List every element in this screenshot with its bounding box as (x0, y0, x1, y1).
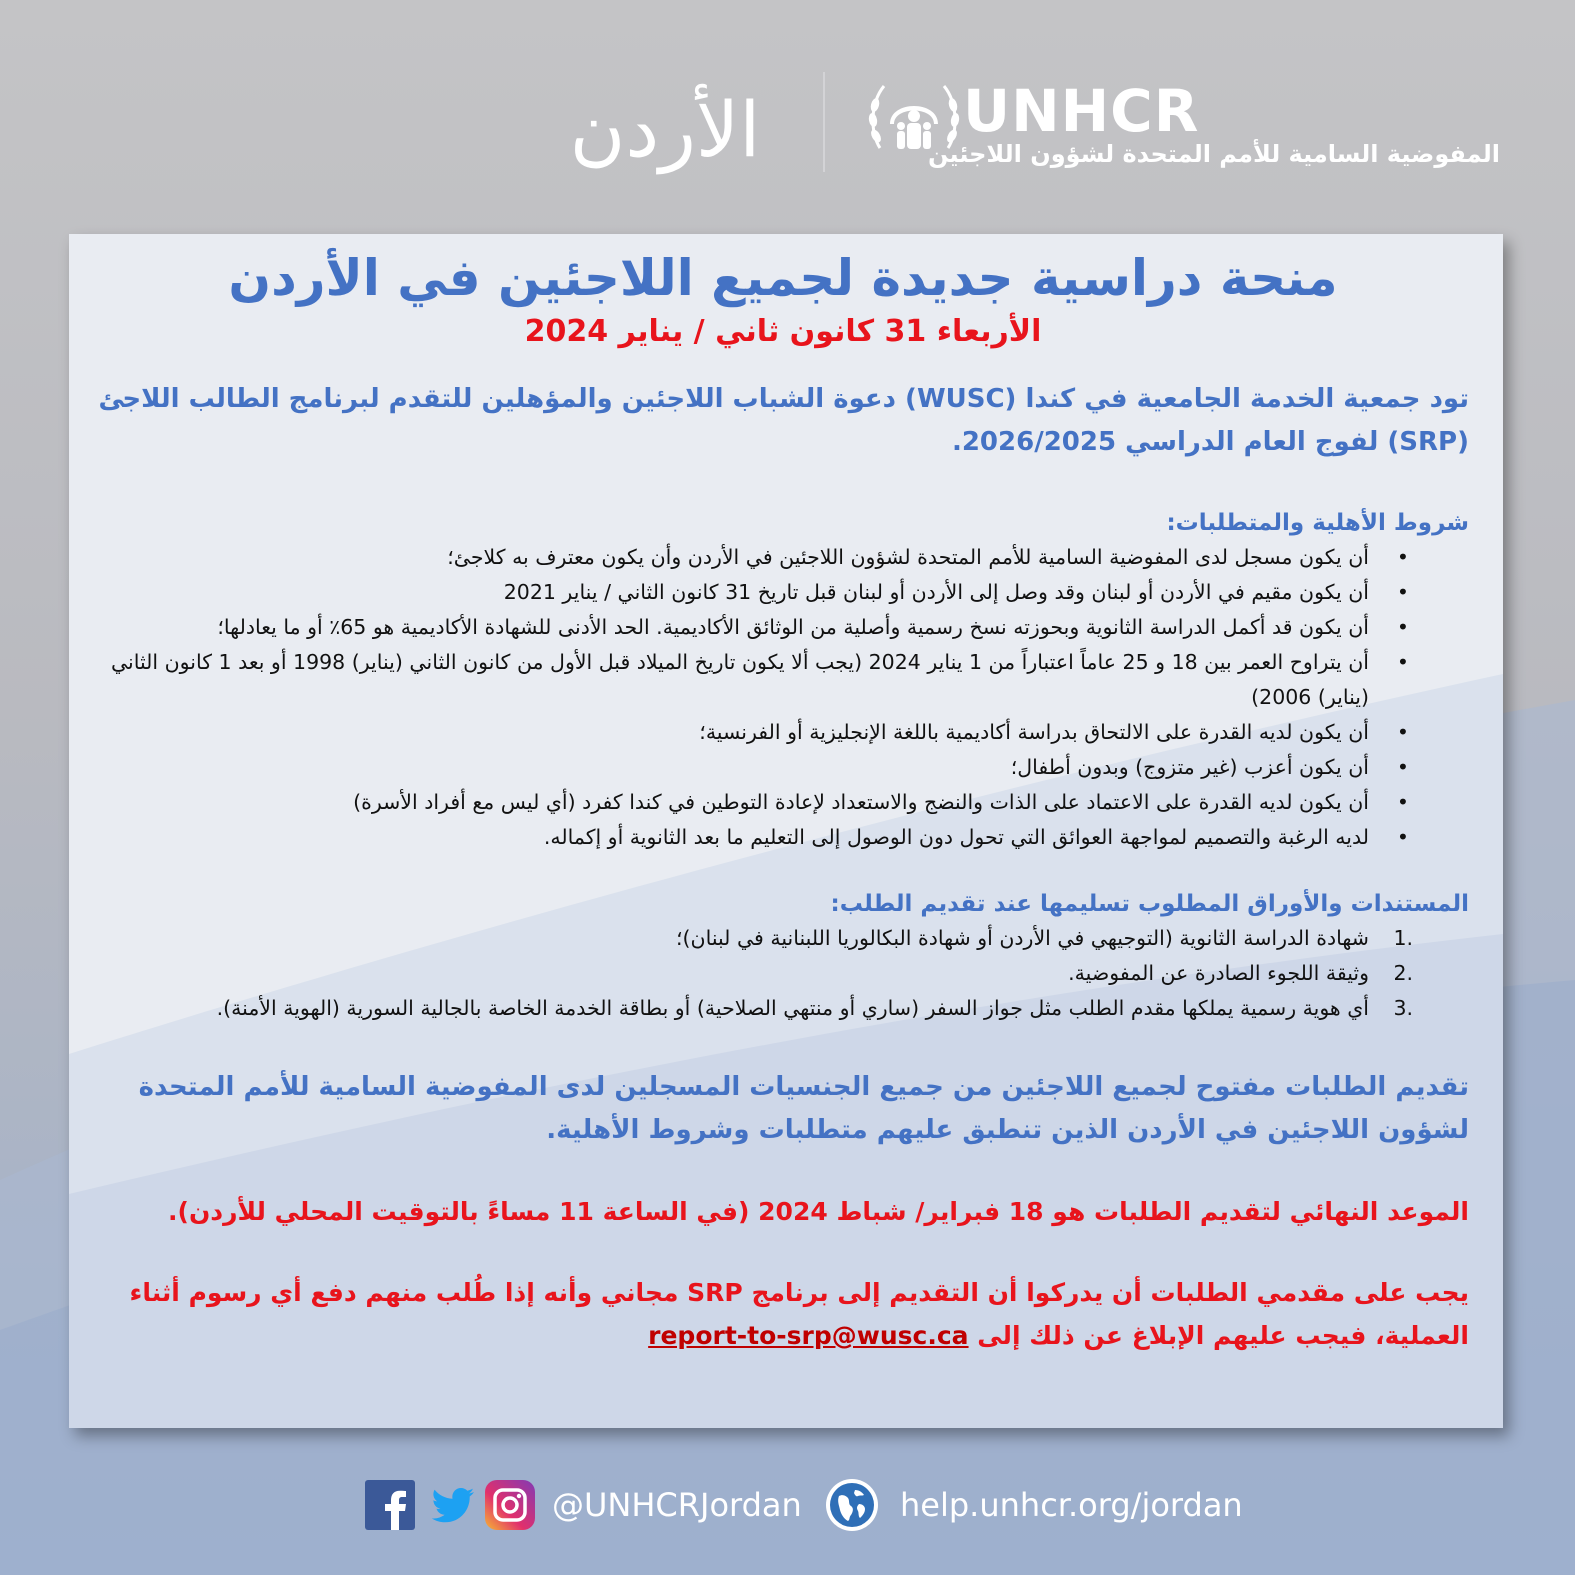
bullet-icon: • (1396, 650, 1409, 674)
announcement-date: الأربعاء 31 كانون ثاني / يناير 2024 (524, 314, 1042, 349)
open-applications-note: تقديم الطلبات مفتوح لجميع اللاجئين من جميع الجنسيات المسجلين لدى المفوضية السامية للأمم المتحدة لشؤون اللاجئين في الأردن الذين تنطبق عليهم متطلبات وشروط الأهلية. (138, 1072, 1469, 1145)
unhcr-logo-text: UNHCR (963, 77, 1200, 145)
bullet-icon: • (1396, 580, 1409, 604)
report-email-link[interactable]: report-to-srp@wusc.ca (648, 1321, 969, 1350)
page-title: منحة دراسية جديدة لجميع اللاجئين في الأردن (228, 249, 1338, 307)
instagram-icon[interactable] (485, 1480, 535, 1530)
list-item: • لديه الرغبة والتصميم لمواجهة العوائق التي تحول دون الوصول إلى التعليم ما بعد الثانوية أو إكماله. (97, 820, 1469, 855)
bullet-icon: • (1396, 545, 1409, 569)
website-link[interactable]: help.unhcr.org/jordan (900, 1486, 1243, 1524)
globe-icon[interactable] (825, 1478, 879, 1532)
bullet-icon: • (1396, 825, 1409, 849)
list-item: • أن يكون أعزب (غير متزوج) وبدون أطفال؛ (97, 750, 1469, 785)
card-content (97, 234, 1469, 1428)
item-number: 2. (1393, 961, 1413, 985)
documents-list (97, 921, 1469, 1026)
facebook-icon[interactable] (365, 1480, 415, 1530)
bullet-icon: • (1396, 615, 1409, 639)
header (0, 0, 1575, 235)
eligibility-list (97, 540, 1469, 855)
eligibility-title: شروط الأهلية والمتطلبات: (1166, 510, 1469, 536)
item-number: 1. (1393, 926, 1413, 950)
list-item: • أن يكون لديه القدرة على الاعتماد على الذات والنضج والاستعداد لإعادة التوطين في كندا كفرد (أي ليس مع أفراد الأسرة) (97, 785, 1469, 820)
bullet-icon: • (1396, 755, 1409, 779)
twitter-icon[interactable] (430, 1482, 476, 1528)
list-item: • أن يكون مقيم في الأردن أو لبنان وقد وصل إلى الأردن أو لبنان قبل تاريخ 31 كانون الثاني / يناير 2021 (97, 575, 1469, 610)
unhcr-logo-subtitle: المفوضية السامية للأمم المتحدة لشؤون اللاجئين (927, 140, 1500, 168)
header-divider (823, 72, 825, 172)
social-handle[interactable]: @UNHCRJordan (552, 1486, 802, 1524)
fees-warning: يجب على مقدمي الطلبات أن يدركوا أن التقديم إلى برنامج SRP مجاني وأنه إذا طُلب منهم دفع أي رسوم أثناء العملية، فيجب عليهم الإبلاغ عن ذلك إلى report-to-srp@wusc.ca (129, 1278, 1469, 1350)
content-card (69, 234, 1503, 1428)
list-item: 3. أي هوية رسمية يملكها مقدم الطلب مثل جواز السفر (ساري أو منتهي الصلاحية) أو بطاقة الخدمة الخاصة بالجالية السورية (الهوية الأمنة). (97, 991, 1469, 1026)
country-title: الأردن (569, 85, 761, 174)
list-item: • أن يكون قد أكمل الدراسة الثانوية وبحوزته نسخ رسمية وأصلية من الوثائق الأكاديمية. الحد الأدنى للشهادة الأكاديمية هو 65٪ أو ما يعادلها؛ (97, 610, 1469, 645)
intro-paragraph: تود جمعية الخدمة الجامعية في كندا (WUSC) دعوة الشباب اللاجئين والمؤهلين للتقدم لبرنامج الطالب اللاجئ (SRP) لفوج العام الدراسي 2026/2025. (98, 384, 1469, 457)
list-item: • أن يكون مسجل لدى المفوضية السامية للأمم المتحدة لشؤون اللاجئين في الأردن وأن يكون معترف به كلاجئ؛ (97, 540, 1469, 575)
list-item: 2. وثيقة اللجوء الصادرة عن المفوضية. (97, 956, 1469, 991)
deadline-note: الموعد النهائي لتقديم الطلبات هو 18 فبراير/ شباط 2024 (في الساعة 11 مساءً بالتوقيت المحلي للأردن). (168, 1197, 1469, 1226)
documents-title: المستندات والأوراق المطلوب تسليمها عند تقديم الطلب: (830, 891, 1469, 917)
item-number: 3. (1393, 996, 1413, 1020)
list-item: • أن يتراوح العمر بين 18 و 25 عاماً اعتباراً من 1 يناير 2024 (يجب ألا يكون تاريخ الميلاد قبل الأول من كانون الثاني (يناير) 1998 أو بعد 1 كانون الثاني (يناير) 2006) (97, 645, 1469, 715)
list-item: • أن يكون لديه القدرة على الالتحاق بدراسة أكاديمية باللغة الإنجليزية أو الفرنسية؛ (97, 715, 1469, 750)
list-item: 1. شهادة الدراسة الثانوية (التوجيهي في الأردن أو شهادة البكالوريا اللبنانية في لبنان)؛ (97, 921, 1469, 956)
bullet-icon: • (1396, 720, 1409, 744)
bullet-icon: • (1396, 790, 1409, 814)
